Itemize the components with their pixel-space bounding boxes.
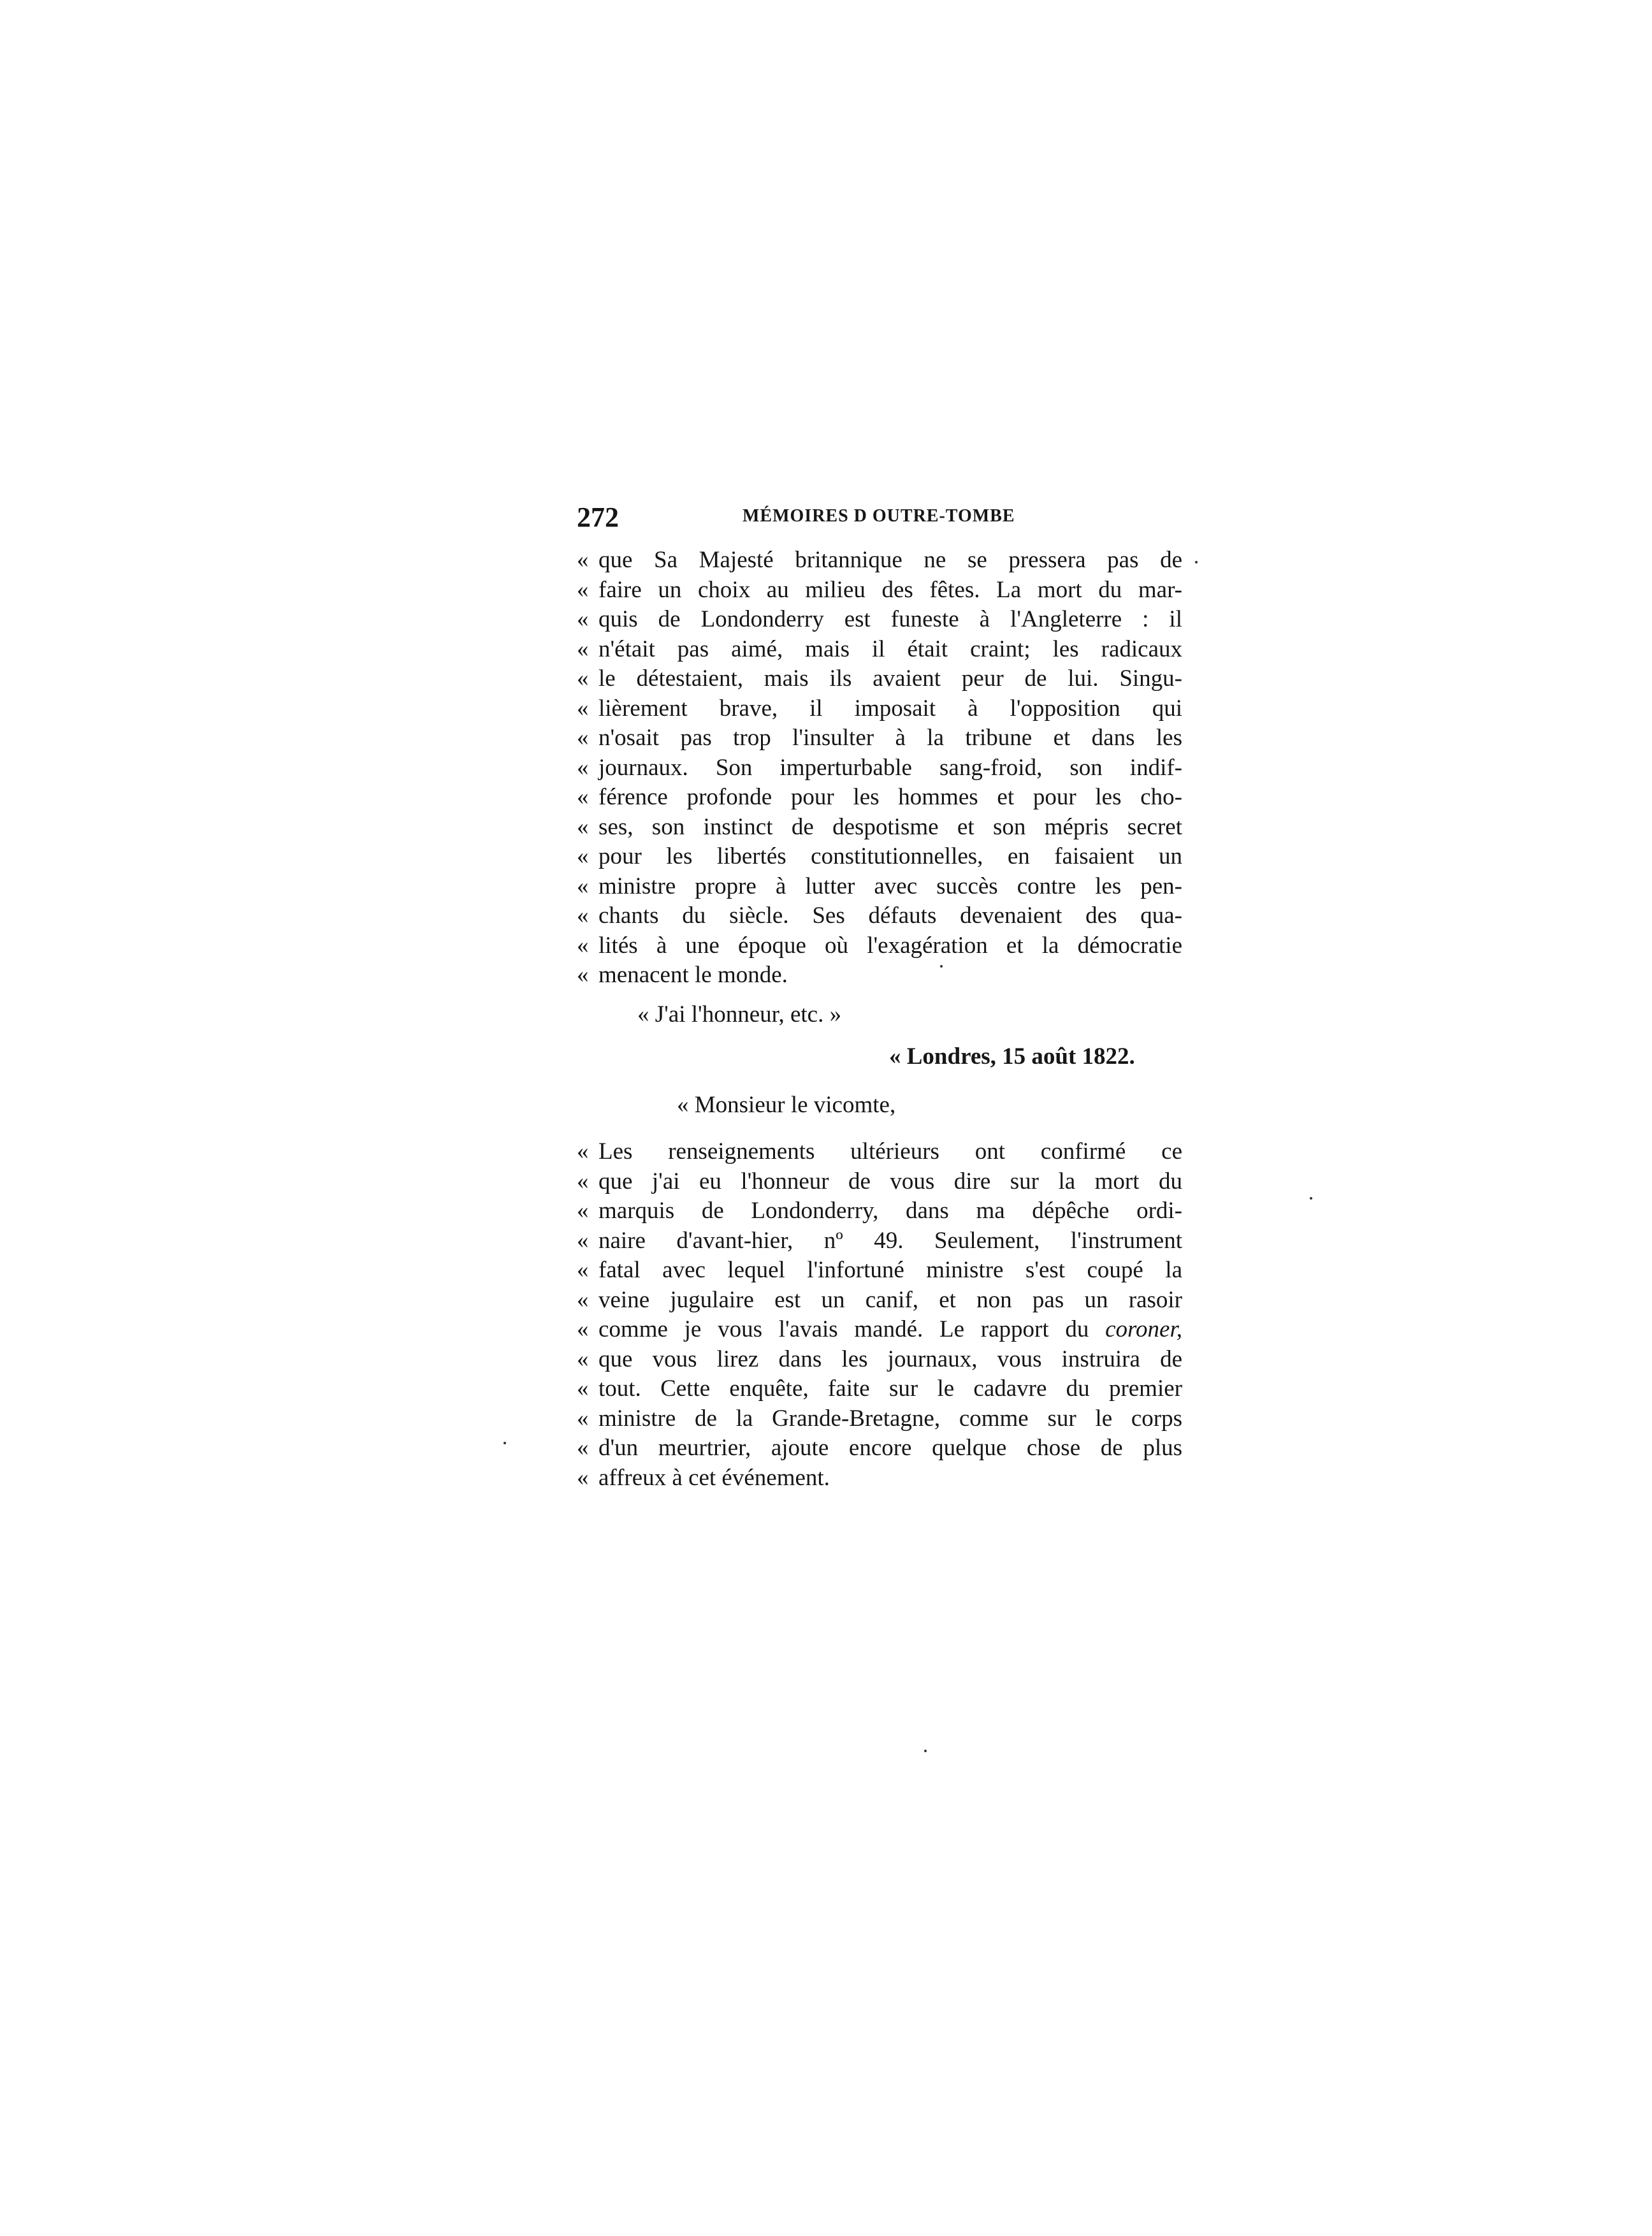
running-title: MÉMOIRES D OUTRE-TOMBE (743, 506, 1015, 526)
line-text: que vous lirez dans les journaux, vous instruira de (598, 1346, 1182, 1372)
quote-mark: « (577, 1198, 589, 1224)
letter-1-body (577, 546, 1182, 991)
page-number: 272 (577, 502, 619, 533)
line-text: veine jugulaire est un canif, et non pas un rasoir (598, 1286, 1182, 1313)
line-text: quis de Londonderry est funeste à l'Angleterre : il (598, 606, 1182, 632)
quote-mark: « (577, 576, 589, 603)
text-line (577, 605, 1182, 635)
line-text: naire d'avant-hier, nº 49. Seulement, l'instrument (598, 1227, 1182, 1254)
quote-mark: « (577, 1286, 589, 1313)
line-text: lièrement brave, il imposait à l'opposition qui (598, 695, 1182, 722)
text-line (577, 694, 1182, 724)
letter-1-closing (637, 1001, 1243, 1028)
line-text: menacent le monde. (598, 962, 788, 988)
text-line (577, 1286, 1182, 1316)
line-text: chants du siècle. Ses défauts devenaient des qua- (598, 903, 1182, 929)
text-line (577, 1196, 1182, 1226)
line-text: d'un meurtrier, ajoute encore quelque chose de plus (598, 1435, 1182, 1461)
line-text: férence profonde pour les hommes et pour les cho- (598, 784, 1182, 810)
quote-mark: « (577, 1168, 589, 1194)
line-text: le détestaient, mais ils avaient peur de lui. Singu- (598, 665, 1182, 692)
quote-mark: « (577, 606, 589, 632)
text-line (577, 635, 1182, 665)
line-text: affreux à cet événement. (598, 1464, 830, 1491)
scan-speck (1195, 561, 1198, 563)
quote-mark: « (577, 873, 589, 899)
quote-mark: « (577, 1464, 589, 1491)
quote-mark: « (577, 903, 589, 929)
text-line (577, 872, 1182, 902)
quote-mark: « (577, 813, 589, 840)
italic-word: coroner, (1105, 1316, 1182, 1342)
quote-mark: « (577, 843, 589, 869)
quote-mark: « (577, 1138, 589, 1165)
line-text: ministre propre à lutter avec succès contre les pen- (598, 873, 1182, 899)
quote-mark: « (577, 1376, 589, 1402)
text-line (577, 576, 1182, 606)
scan-speck (504, 1442, 506, 1444)
text-line (577, 664, 1182, 694)
quote-mark: « (577, 635, 589, 662)
text-line (577, 1167, 1182, 1197)
quote-mark: « (577, 1227, 589, 1254)
line-text: faire un choix au milieu des fêtes. La mort du mar- (598, 576, 1182, 603)
text-line (577, 1463, 1182, 1493)
line-text: journaux. Son imperturbable sang-froid, son indif- (598, 754, 1182, 781)
line-text: que j'ai eu l'honneur de vous dire sur la mort du (598, 1168, 1182, 1194)
line-text: n'était pas aimé, mais il était craint; les radicaux (598, 635, 1182, 662)
line-text: marquis de Londonderry, dans ma dépêche ordi- (598, 1198, 1182, 1224)
text-line (577, 901, 1182, 931)
running-head (577, 501, 1182, 539)
text-line (577, 1137, 1182, 1167)
quote-mark: « (577, 962, 589, 988)
letter-2-salutation (677, 1091, 1282, 1119)
line-text: Les renseignements ultérieurs ont confirmé ce (598, 1138, 1182, 1165)
text-line (577, 1315, 1182, 1345)
quote-mark: « (577, 1316, 589, 1342)
letter-2-body (577, 1137, 1182, 1493)
quote-mark: « (577, 1257, 589, 1283)
quote-mark: « (577, 1346, 589, 1372)
quote-mark: « (577, 695, 589, 722)
text-line (577, 1374, 1182, 1404)
text-line (577, 723, 1182, 753)
scan-speck (924, 1750, 927, 1752)
line-text: ministre de la Grande-Bretagne, comme sur le corps (598, 1405, 1182, 1432)
line-text: ses, son instinct de despotisme et son mépris secret (598, 813, 1182, 840)
line-text: comme je vous l'avais mandé. Le rapport du (598, 1316, 1106, 1342)
line-text: fatal avec lequel l'infortuné ministre s'est coupé la (598, 1257, 1182, 1283)
text-line (577, 753, 1182, 783)
quote-mark: « (577, 784, 589, 810)
line-text: lités à une époque où l'exagération et la démocratie (598, 932, 1182, 959)
text-line (577, 1404, 1182, 1434)
quote-mark: « (577, 1405, 589, 1432)
text-line (577, 783, 1182, 813)
quote-mark: « (577, 754, 589, 781)
line-text: tout. Cette enquête, faite sur le cadavre du premier (598, 1376, 1182, 1402)
quote-mark: « (577, 665, 589, 692)
salutation: « Monsieur le vicomte, (677, 1092, 896, 1118)
line-text: n'osait pas trop l'insulter à la tribune et dans les (598, 725, 1182, 751)
scan-speck (940, 965, 943, 968)
letter-2-dateline (889, 1043, 1495, 1070)
text-line (577, 813, 1182, 843)
text-line (577, 1226, 1182, 1256)
line-text: pour les libertés constitutionnelles, en faisaient un (598, 843, 1182, 869)
text-line (577, 1434, 1182, 1463)
text-line (577, 842, 1182, 872)
line-text: que Sa Majesté britannique ne se pressera pas de (598, 547, 1182, 573)
dateline: « Londres, 15 août 1822. (889, 1043, 1135, 1070)
closing-formula: « J'ai l'honneur, etc. » (637, 1001, 842, 1027)
quote-mark: « (577, 932, 589, 959)
text-line (577, 961, 1182, 991)
text-line (577, 1256, 1182, 1286)
quote-mark: « (577, 725, 589, 751)
text-line (577, 1345, 1182, 1375)
text-line (577, 931, 1182, 961)
scan-speck (1310, 1197, 1312, 1200)
quote-mark: « (577, 1435, 589, 1461)
quote-mark: « (577, 547, 589, 573)
text-line (577, 546, 1182, 576)
